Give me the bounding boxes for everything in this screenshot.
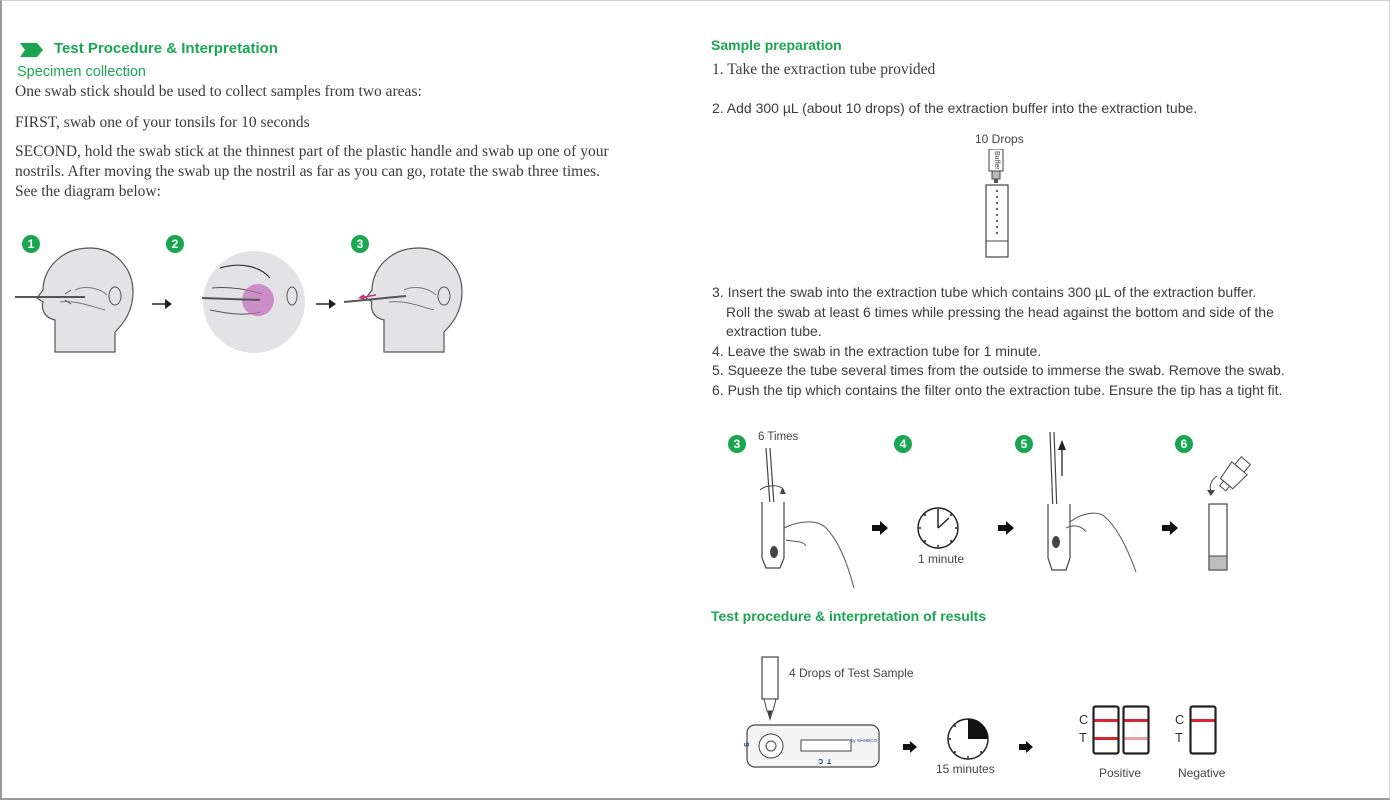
test-cassette-illustration	[745, 655, 880, 770]
prep-step-5: 5. Squeeze the tube several times from the outside to immerse the swab. Remove the swab.	[712, 362, 1285, 378]
prep-step-3-line-3: extraction tube.	[726, 323, 822, 339]
arrow-right-icon	[152, 298, 172, 310]
illus-badge-3: 3	[728, 435, 746, 453]
negative-c-label: C	[1175, 712, 1185, 727]
illus-badge-6: 6	[1175, 435, 1193, 453]
section-title: Test Procedure & Interpretation	[54, 40, 278, 57]
four-drops-label: 4 Drops of Test Sample	[789, 666, 914, 680]
sample-prep-heading: Sample preparation	[711, 37, 842, 53]
negative-result-strip	[1189, 705, 1217, 755]
results-heading: Test procedure & interpretation of results	[711, 608, 987, 624]
positive-result-strips	[1092, 705, 1150, 755]
arrow-right-icon	[1162, 521, 1178, 535]
negative-t-label: T	[1175, 730, 1183, 745]
illus-badge-5: 5	[1015, 435, 1033, 453]
cassette-tc-marker: T C	[818, 757, 832, 764]
arrow-right-icon	[872, 521, 888, 535]
swab-roll-illustration	[756, 448, 856, 588]
step-badge-2: 2	[166, 235, 184, 253]
prep-step-2: 2. Add 300 µL (about 10 drops) of the extraction buffer into the extraction tube.	[712, 100, 1198, 116]
head-swab-illustration-1	[15, 240, 140, 355]
prep-steps-3-to-6	[712, 283, 1372, 400]
negative-label: Negative	[1178, 766, 1226, 780]
throat-closeup-illustration	[200, 248, 308, 356]
timer-1-minute-icon	[915, 505, 961, 551]
specimen-collection-heading: Specimen collection	[17, 64, 146, 80]
positive-label: Positive	[1099, 766, 1142, 780]
step-badge-3: 3	[351, 235, 369, 253]
positive-c-label: C	[1079, 712, 1089, 727]
prep-step-4: 4. Leave the swab in the extraction tube for 1 minute.	[712, 342, 1042, 359]
buffer-bottle-label: Buffer	[993, 151, 1000, 170]
one-minute-label: 1 minute	[918, 552, 965, 566]
prep-step-3-line-1: 3. Insert the swab into the extraction tube which contains 300 µL of the extraction buffer.	[712, 284, 1257, 300]
step-badge-1: 1	[22, 235, 40, 253]
arrow-right-icon	[316, 298, 336, 310]
prep-step-6: 6. Push the tip which contains the filter onto the extraction tube. Ensure the tip has a tight fit.	[712, 381, 1283, 398]
squeeze-tube-illustration	[1040, 432, 1140, 574]
arrow-right-icon	[998, 521, 1014, 535]
six-times-label: 6 Times	[758, 431, 799, 443]
arrow-right-icon	[903, 741, 917, 753]
first-step-paragraph: FIRST, swab one of your tonsils for 10 seconds	[15, 114, 310, 131]
intro-paragraph: One swab stick should be used to collect samples from two areas:	[15, 83, 422, 100]
timer-15-minutes-icon	[945, 716, 991, 762]
arrow-right-icon	[1019, 741, 1033, 753]
prep-step-1: 1. Take the extraction tube provided	[712, 61, 936, 78]
positive-t-label: T	[1079, 730, 1087, 745]
prep-step-3-line-2: Roll the swab at least 6 times while pressing the head against the bottom and side of the	[726, 303, 1274, 320]
filter-tip-tube-illustration	[1203, 456, 1263, 574]
second-step-paragraph: SECOND, hold the swab stick at the thinnest part of the plastic handle and swab up one of your nostrils. After moving the swab up the nostril as far as you can go, rotate the swab three times. See the diagram below:	[15, 143, 609, 200]
cassette-sample-marker: S	[743, 742, 751, 747]
head-swab-illustration-3	[344, 240, 469, 355]
fifteen-minutes-label: 15 minutes	[936, 762, 995, 776]
ten-drops-label: 10 Drops	[975, 132, 1024, 146]
illus-badge-4: 4	[894, 435, 912, 453]
chevron-marker-icon	[18, 41, 45, 59]
cassette-brand-text: by SI•SIBCO	[851, 738, 877, 743]
